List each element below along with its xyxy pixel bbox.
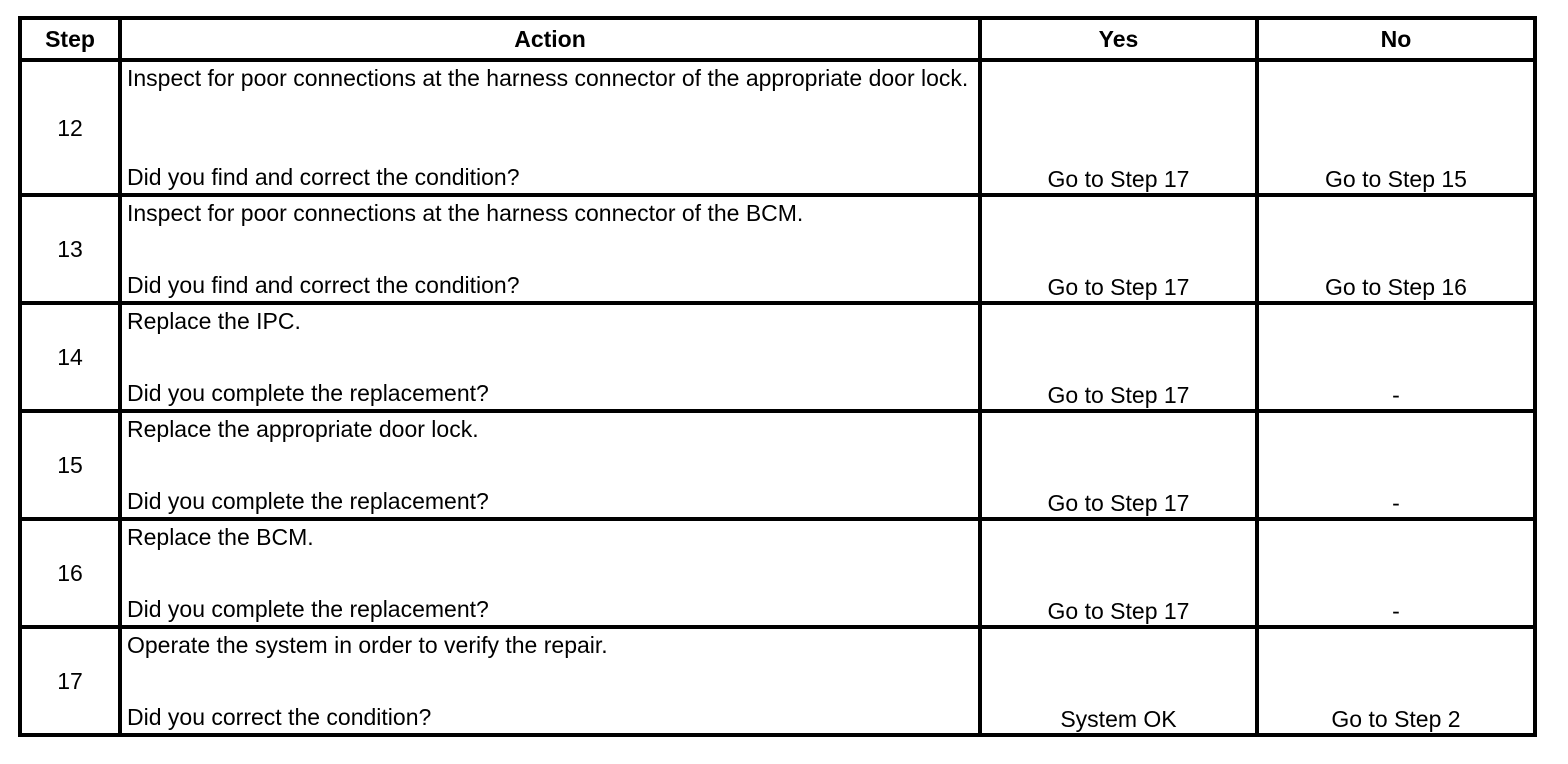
action-instruction: Replace the appropriate door lock. <box>127 416 479 442</box>
action-question: Did you correct the condition? <box>127 704 432 730</box>
no-result: - <box>1257 303 1535 411</box>
action-question: Did you find and correct the condition? <box>127 272 520 298</box>
step-number: 17 <box>20 627 120 735</box>
table-row <box>20 195 1535 303</box>
action-instruction: Operate the system in order to verify the repair. <box>127 632 608 658</box>
yes-result: Go to Step 17 <box>980 519 1257 627</box>
step-number: 16 <box>20 519 120 627</box>
action-question: Did you complete the replacement? <box>127 488 489 514</box>
step-number: 14 <box>20 303 120 411</box>
action-instruction: Inspect for poor connections at the harness connector of the appropriate door lock. <box>127 65 969 91</box>
table-row <box>20 60 1535 195</box>
no-result: - <box>1257 411 1535 519</box>
action-cell <box>120 303 980 411</box>
no-result: - <box>1257 519 1535 627</box>
no-result: Go to Step 16 <box>1257 195 1535 303</box>
header-yes: Yes <box>980 18 1257 60</box>
yes-result: Go to Step 17 <box>980 60 1257 195</box>
action-cell <box>120 411 980 519</box>
action-instruction: Replace the BCM. <box>127 524 314 550</box>
table-header <box>20 18 1535 60</box>
yes-result: Go to Step 17 <box>980 195 1257 303</box>
action-instruction: Replace the IPC. <box>127 308 301 334</box>
yes-result: Go to Step 17 <box>980 411 1257 519</box>
yes-result: System OK <box>980 627 1257 735</box>
action-instruction: Inspect for poor connections at the harness connector of the BCM. <box>127 200 804 226</box>
action-cell <box>120 627 980 735</box>
step-number: 12 <box>20 60 120 195</box>
header-no: No <box>1257 18 1535 60</box>
action-cell <box>120 519 980 627</box>
step-number: 13 <box>20 195 120 303</box>
table-row <box>20 627 1535 735</box>
table-row <box>20 303 1535 411</box>
header-step: Step <box>20 18 120 60</box>
yes-result: Go to Step 17 <box>980 303 1257 411</box>
action-cell <box>120 60 980 195</box>
action-question: Did you find and correct the condition? <box>127 164 520 190</box>
header-row <box>20 18 1535 60</box>
diagnostic-table <box>18 16 1537 737</box>
table-row <box>20 519 1535 627</box>
no-result: Go to Step 15 <box>1257 60 1535 195</box>
action-question: Did you complete the replacement? <box>127 596 489 622</box>
table-body <box>20 60 1535 735</box>
action-question: Did you complete the replacement? <box>127 380 489 406</box>
header-action: Action <box>120 18 980 60</box>
step-number: 15 <box>20 411 120 519</box>
table-row <box>20 411 1535 519</box>
no-result: Go to Step 2 <box>1257 627 1535 735</box>
action-cell <box>120 195 980 303</box>
